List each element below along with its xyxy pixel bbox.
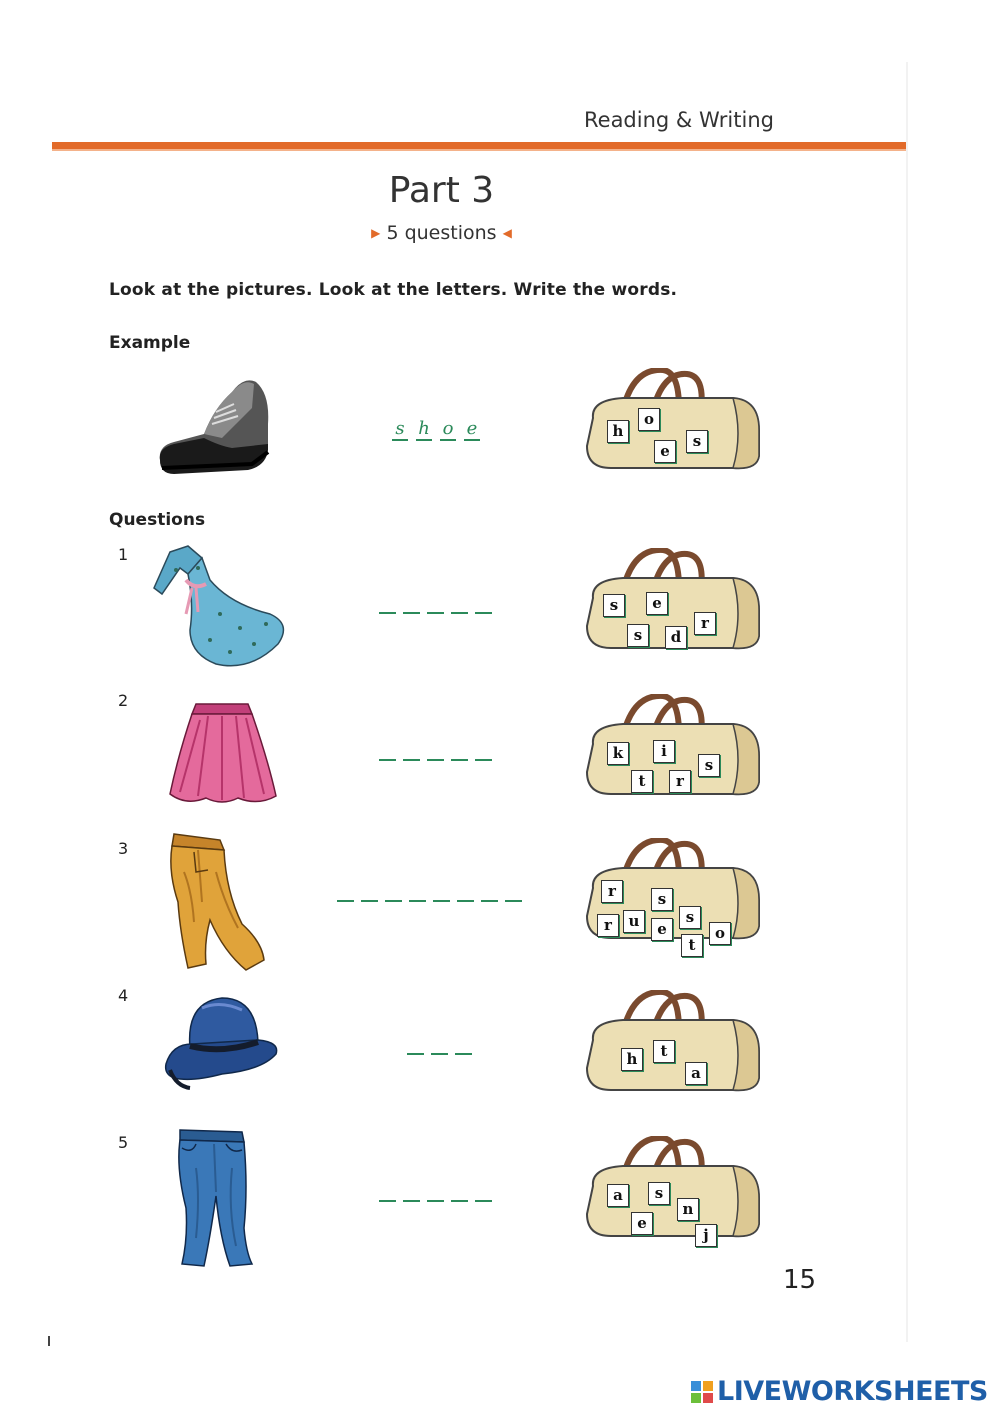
- trousers-icon: [164, 832, 272, 974]
- letter-tile: r: [601, 880, 623, 903]
- letter-tile: t: [653, 1040, 675, 1063]
- answer-blanks[interactable]: [407, 1053, 472, 1055]
- letter-tile: o: [638, 408, 660, 431]
- liveworksheets-logo: [690, 1376, 988, 1407]
- letter-blank[interactable]: [451, 612, 468, 614]
- letter-blank[interactable]: [361, 900, 378, 902]
- example-answer-letter: e: [464, 419, 480, 441]
- letter-tile: e: [631, 1212, 653, 1235]
- letter-tile: s: [627, 624, 649, 647]
- questions-label: Questions: [109, 510, 206, 530]
- letter-tile: e: [651, 918, 673, 941]
- answer-blanks[interactable]: [379, 759, 492, 761]
- question-number: 4: [118, 986, 129, 1005]
- letter-tile: s: [648, 1182, 670, 1205]
- letter-tile: e: [646, 592, 668, 615]
- letter-tile: j: [695, 1224, 717, 1247]
- letter-tile: d: [665, 626, 687, 649]
- skirt-icon: [168, 700, 278, 808]
- example-answer-letter: o: [440, 419, 456, 441]
- letter-tile: t: [681, 934, 703, 957]
- letter-tile: s: [651, 888, 673, 911]
- letter-blank[interactable]: [451, 1200, 468, 1202]
- question-count-label: 5 questions: [386, 222, 497, 244]
- letter-tile: a: [685, 1062, 707, 1085]
- letter-tile: r: [597, 914, 619, 937]
- letter-tile: r: [694, 612, 716, 635]
- letter-tile: o: [709, 922, 731, 945]
- hat-icon: [162, 992, 282, 1094]
- letter-blank[interactable]: [337, 900, 354, 902]
- question-number: 5: [118, 1133, 129, 1152]
- example-answer-letter: h: [416, 419, 432, 441]
- bag-icon: [583, 838, 763, 968]
- letter-bag: [583, 1136, 763, 1266]
- letter-blank[interactable]: [403, 1200, 420, 1202]
- letter-tile: s: [698, 754, 720, 777]
- letter-blank[interactable]: [475, 612, 492, 614]
- question-number: 2: [118, 691, 129, 710]
- part-title: Part 3: [388, 170, 495, 211]
- letter-tile: u: [623, 910, 645, 933]
- letter-tile: h: [621, 1048, 643, 1071]
- letter-tile: e: [654, 440, 676, 463]
- letter-bag: [583, 548, 763, 678]
- answer-blanks[interactable]: [379, 1200, 492, 1202]
- letter-blank[interactable]: [403, 759, 420, 761]
- letter-bag: [583, 838, 763, 968]
- letter-blank[interactable]: [455, 1053, 472, 1055]
- letter-blank[interactable]: [379, 612, 396, 614]
- dress-icon: [150, 544, 292, 674]
- letter-tile: s: [679, 906, 701, 929]
- answer-blanks[interactable]: [379, 612, 492, 614]
- letter-blank[interactable]: [451, 759, 468, 761]
- section-title: Reading & Writing: [584, 108, 774, 132]
- example-answer-letter: s: [392, 419, 408, 441]
- example-letter-bag: [583, 368, 763, 498]
- letter-blank[interactable]: [403, 612, 420, 614]
- letter-tile: r: [669, 770, 691, 793]
- letter-tile: n: [677, 1198, 699, 1221]
- letter-blank[interactable]: [475, 759, 492, 761]
- letter-blank[interactable]: [407, 1053, 424, 1055]
- jeans-icon: [174, 1128, 258, 1270]
- page-edge: [906, 62, 908, 1342]
- letter-tile: s: [686, 430, 708, 453]
- letter-tile: a: [607, 1184, 629, 1207]
- letter-tile: k: [607, 742, 629, 765]
- question-count: [0, 222, 883, 244]
- liveworksheets-wordmark: LIVEWORKSHEETS: [717, 1376, 988, 1407]
- margin-mark: [48, 1336, 50, 1346]
- shoe-icon: [152, 368, 272, 480]
- question-number: 3: [118, 839, 129, 858]
- letter-blank[interactable]: [431, 1053, 448, 1055]
- question-number: 1: [118, 545, 129, 564]
- letter-blank[interactable]: [475, 1200, 492, 1202]
- instruction: Look at the pictures. Look at the letters. Write the words.: [109, 280, 678, 300]
- letter-blank[interactable]: [379, 1200, 396, 1202]
- letter-blank[interactable]: [409, 900, 426, 902]
- letter-blank[interactable]: [457, 900, 474, 902]
- letter-blank[interactable]: [379, 759, 396, 761]
- liveworksheets-logo-icon: [690, 1380, 714, 1404]
- page-number: 15: [783, 1265, 817, 1295]
- letter-blank[interactable]: [505, 900, 522, 902]
- letter-tile: i: [653, 740, 675, 763]
- letter-tile: s: [603, 594, 625, 617]
- letter-blank[interactable]: [427, 759, 444, 761]
- letter-tile: t: [631, 770, 653, 793]
- letter-blank[interactable]: [385, 900, 402, 902]
- letter-bag: [583, 990, 763, 1120]
- letter-blank[interactable]: [433, 900, 450, 902]
- letter-tile: h: [607, 420, 629, 443]
- answer-blanks[interactable]: [337, 900, 522, 902]
- letter-bag: [583, 694, 763, 824]
- header-rule: [52, 142, 906, 149]
- letter-blank[interactable]: [427, 612, 444, 614]
- letter-blank[interactable]: [427, 1200, 444, 1202]
- letter-blank[interactable]: [481, 900, 498, 902]
- triangle-left-icon: ◀: [502, 226, 512, 240]
- example-label: Example: [109, 333, 191, 353]
- triangle-right-icon: ▶: [371, 226, 381, 240]
- example-answer: [392, 419, 480, 441]
